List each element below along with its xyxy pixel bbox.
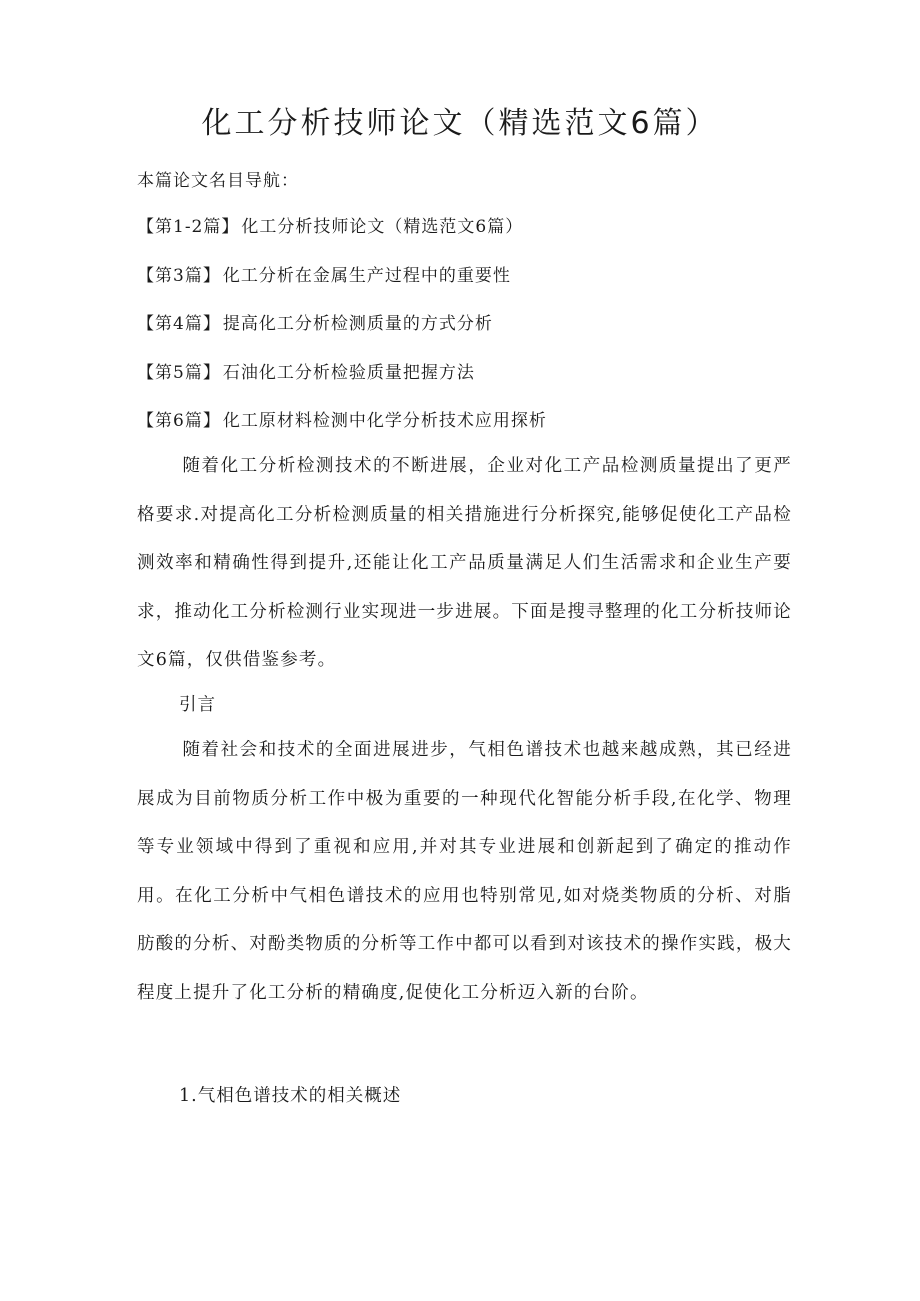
- toc-item[interactable]: [137, 311, 547, 360]
- toc-item-tag: 【第4篇】: [137, 314, 221, 334]
- toc-item[interactable]: [137, 214, 547, 263]
- toc-item-text: 化工原材料检测中化学分析技术应用探析: [222, 411, 547, 431]
- toc-item[interactable]: [137, 263, 547, 312]
- toc-heading: 本篇论文名目导航：: [137, 171, 299, 191]
- toc-item-text: 提高化工分析检测质量的方式分析: [222, 314, 493, 334]
- toc-item-tag: 【第5篇】: [137, 362, 221, 383]
- preface-paragraph: 随着社会和技术的全面进展进步，气相色谱技术也越来越成熟，其已经进展成为目前物质分析工作中极为重要的一种现代化智能分析手段,在化学、物理等专业领域中得到了重视和应用,并对其专业进展和创新起到了确定的推动作用。在化工分析中气相色谱技术的应用也特别常见,如对烧类物质的分析、对脂肪酸的分析、对酚类物质的分析等工作中都可以看到对该技术的操作实践，极大程度上提升了化工分析的精确度,促使化工分析迈入新的台阶。: [137, 740, 792, 1003]
- toc-item-tag: 【第1-2篇】: [137, 217, 240, 237]
- toc-item-text: 化工分析技师论文（精选范文6篇）: [241, 217, 524, 237]
- toc-item-text: 化工分析在金属生产过程中的重要性: [222, 265, 511, 286]
- section-heading-preface: 引言: [179, 695, 216, 715]
- toc-item-tag: 【第3篇】: [137, 265, 221, 286]
- section-heading-1: 1.气相色谱技术的相关概述: [179, 1086, 402, 1106]
- document-title: 化工分析技师论文（精选范文6篇）: [201, 106, 719, 141]
- toc-item[interactable]: [137, 360, 547, 409]
- toc-item-text: 石油化工分析检验质量把握方法: [222, 362, 475, 383]
- table-of-contents: [137, 214, 547, 457]
- toc-item-tag: 【第6篇】: [137, 411, 221, 431]
- intro-paragraph: 随着化工分析检测技术的不断进展，企业对化工产品检测质量提出了更严格要求.对提高化工分析检测质量的相关措施进行分析探究,能够促使化工产品检测效率和精确性得到提升,还能让化工产品质量满足人们生活需求和企业生产要求，推动化工分析检测行业实现进一步进展。下面是搜寻整理的化工分析技师论文6篇，仅供借鉴参考。: [137, 456, 792, 670]
